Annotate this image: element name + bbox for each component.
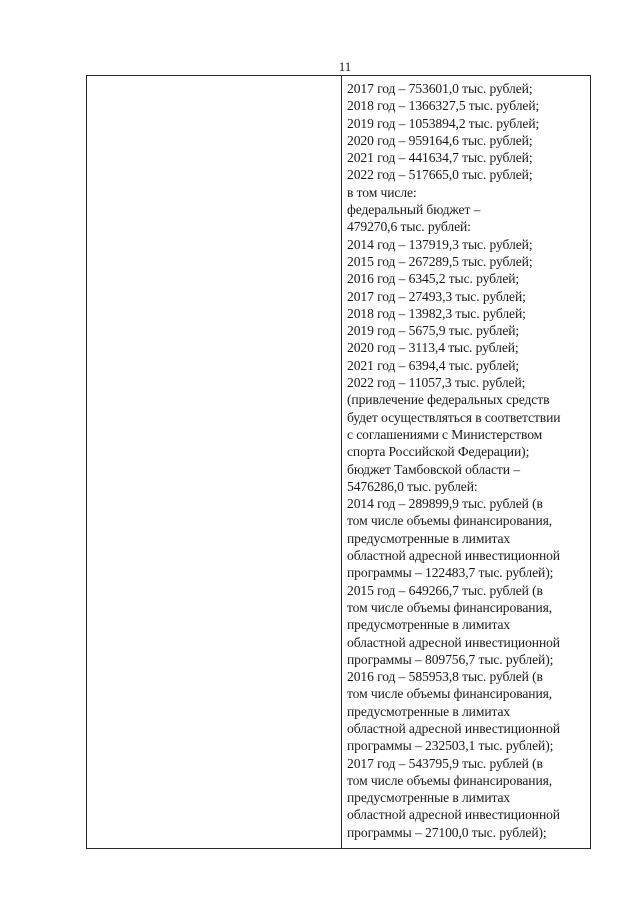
funding-text-line: программы – 232503,1 тыс. рублей);	[347, 738, 554, 754]
funding-text-line: федеральный бюджет –	[347, 202, 481, 218]
funding-text-line: 2016 год – 6345,2 тыс. рублей;	[347, 271, 520, 287]
funding-text-line: 2015 год – 267289,5 тыс. рублей;	[347, 253, 533, 269]
funding-text-line: 2018 год – 1366327,5 тыс. рублей;	[347, 98, 540, 114]
funding-text-line: областной адресной инвестиционной	[347, 807, 560, 823]
funding-text-line: областной адресной инвестиционной	[347, 634, 560, 650]
funding-text-line: в том числе:	[347, 184, 417, 200]
funding-text-line: 2014 год – 137919,3 тыс. рублей;	[347, 236, 533, 252]
funding-text-line: предусмотренные в лимитах	[347, 790, 511, 806]
funding-text-line: областной адресной инвестиционной	[347, 548, 560, 564]
funding-text-line: программы – 27100,0 тыс. рублей);	[347, 824, 547, 840]
table-right-column	[347, 80, 589, 841]
funding-text-line: предусмотренные в лимитах	[347, 617, 511, 633]
funding-text-line: 2014 год – 289899,9 тыс. рублей (в	[347, 496, 543, 512]
funding-text-line: 5476286,0 тыс. рублей:	[347, 478, 478, 494]
funding-text-line: 2015 год – 649266,7 тыс. рублей (в	[347, 582, 543, 598]
funding-text-line: программы – 122483,7 тыс. рублей);	[347, 565, 554, 581]
funding-text-line: 2019 год – 5675,9 тыс. рублей;	[347, 323, 520, 339]
page-number: 11	[338, 59, 352, 74]
funding-text-line: будет осуществляться в соответствии	[347, 409, 561, 425]
funding-text-line: 2020 год – 3113,4 тыс. рублей;	[347, 340, 519, 356]
funding-text-line: (привлечение федеральных средств	[347, 392, 550, 408]
funding-text-line: 2017 год – 753601,0 тыс. рублей;	[347, 81, 533, 96]
funding-text-line: том числе объемы финансирования,	[347, 772, 553, 788]
funding-text-line: с соглашениями с Министерством	[347, 426, 543, 442]
funding-text-line: программы – 809756,7 тыс. рублей);	[347, 651, 554, 667]
funding-text-line: предусмотренные в лимитах	[347, 530, 511, 546]
funding-text-line: 2020 год – 959164,6 тыс. рублей;	[347, 132, 533, 148]
funding-text-line: 2019 год – 1053894,2 тыс. рублей;	[347, 115, 540, 131]
table-left-column	[87, 76, 342, 848]
funding-text-line: областной адресной инвестиционной	[347, 720, 560, 736]
funding-text-line: 2022 год – 517665,0 тыс. рублей;	[347, 167, 533, 183]
funding-table	[86, 75, 591, 849]
funding-text-line: 2021 год – 6394,4 тыс. рублей;	[347, 357, 520, 373]
funding-text-line: 2018 год – 13982,3 тыс. рублей;	[347, 305, 526, 321]
funding-text-line: спорта Российской Федерации);	[347, 444, 530, 460]
funding-text-line: 2022 год – 11057,3 тыс. рублей;	[347, 375, 526, 391]
funding-text-line: том числе объемы финансирования,	[347, 686, 553, 702]
funding-text-line: 2017 год – 27493,3 тыс. рублей;	[347, 288, 526, 304]
funding-text-line: бюджет Тамбовской области –	[347, 461, 520, 477]
funding-text-line: предусмотренные в лимитах	[347, 703, 511, 719]
funding-text-line: том числе объемы финансирования,	[347, 599, 553, 615]
funding-text-line: 2021 год – 441634,7 тыс. рублей;	[347, 150, 533, 166]
funding-text-line: 479270,6 тыс. рублей:	[347, 219, 471, 235]
funding-text-line: 2016 год – 585953,8 тыс. рублей (в	[347, 669, 543, 685]
funding-text-line: том числе объемы финансирования,	[347, 513, 553, 529]
funding-text-line: 2017 год – 543795,9 тыс. рублей (в	[347, 755, 543, 771]
